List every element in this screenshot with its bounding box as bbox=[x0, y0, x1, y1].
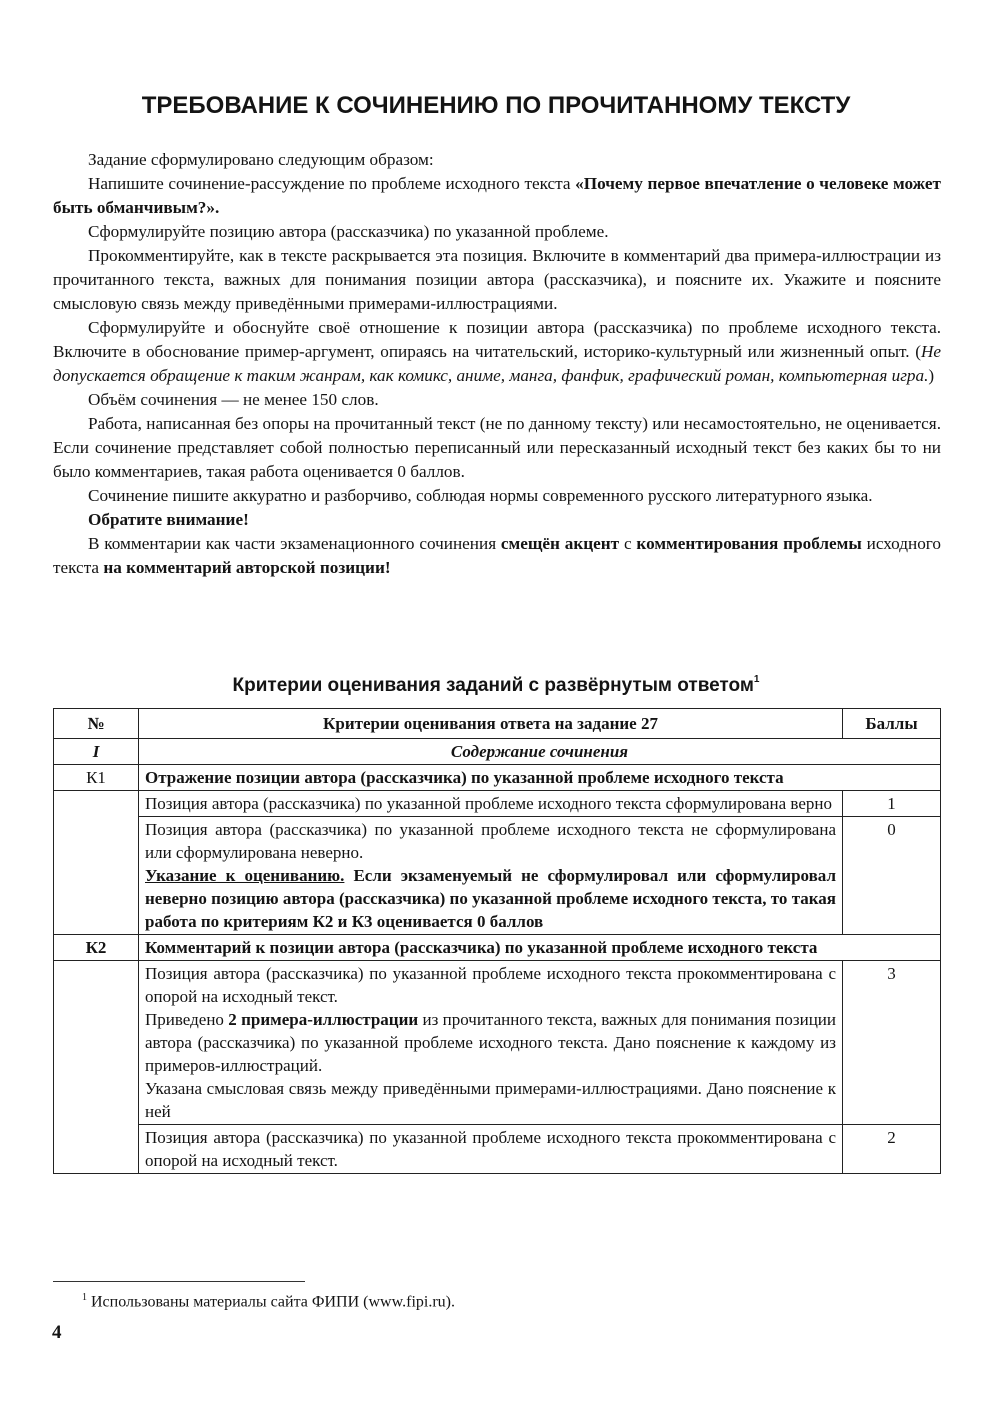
criterion-points: 0 bbox=[843, 817, 941, 935]
emphasis-text: 2 примера-иллюстрации bbox=[228, 1010, 419, 1029]
intro-text: В комментарии как части экзаменационного сочинения bbox=[88, 534, 501, 553]
footnote-reference: 1 bbox=[753, 673, 760, 685]
intro-paragraph bbox=[53, 532, 941, 580]
intro-text: с bbox=[619, 534, 637, 553]
evaluation-note-text: Если экзаменуемый не сформулировал или сформулировал неверно позицию автора (рассказчика) по указанной проблеме исходного текста, то такая работа по критериям К2 и К3 оценивается 0 баллов bbox=[145, 866, 836, 931]
criterion-description bbox=[139, 961, 843, 1125]
table-row bbox=[54, 791, 941, 817]
intro-text: Напишите сочинение-рассуждение по проблеме исходного текста bbox=[88, 174, 576, 193]
footnote-text: Использованы материалы сайта ФИПИ (www.fipi.ru). bbox=[87, 1293, 455, 1311]
criterion-text: Указана смысловая связь между приведёнными примерами-иллюстрациями. Дано пояснение к ней bbox=[145, 1079, 836, 1121]
header-num: № bbox=[54, 709, 139, 739]
essay-problem-question: «Почему первое впечатление о человеке может быть обманчивым?». bbox=[53, 174, 941, 217]
section-num: I bbox=[54, 739, 139, 765]
criteria-table bbox=[53, 708, 941, 1174]
criterion-points: 2 bbox=[843, 1125, 941, 1174]
criterion-code: К1 bbox=[54, 765, 139, 791]
intro-paragraph: Работа, написанная без опоры на прочитанный текст (не по данному тексту) или несамостоятельно, не оценивается. Если сочинение представляет собой полностью переписанный или пересказанный исходный текст без каких бы то ни было комментариев, такая работа оценивается 0 баллов. bbox=[53, 414, 941, 481]
intro-paragraph: Задание сформулировано следующим образом: bbox=[88, 150, 434, 169]
criterion-text: Позиция автора (рассказчика) по указанной проблеме исходного текста не сформулирована или сформулирована неверно. bbox=[145, 820, 836, 862]
emphasis-text: смещён акцент bbox=[500, 534, 620, 553]
criterion-description: Позиция автора (рассказчика) по указанной проблеме исходного текста прокомментирована с опорой на исходный текст. bbox=[139, 1125, 843, 1174]
criterion-title: Комментарий к позиции автора (рассказчика) по указанной проблеме исходного текста bbox=[139, 935, 941, 961]
criterion-k2-row bbox=[54, 935, 941, 961]
criterion-points: 1 bbox=[843, 791, 941, 817]
intro-paragraph: Сочинение пишите аккуратно и разборчиво, соблюдая нормы современного русского литературного языка. bbox=[88, 486, 873, 505]
emphasis-text: на комментарий авторской позиции! bbox=[103, 558, 391, 577]
criterion-description bbox=[139, 817, 843, 935]
intro-text: исходного текста bbox=[53, 534, 942, 577]
genre-restriction-note: Не допускается обращение к таким жанрам, как комикс, аниме, манга, фанфик, графический роман, компьютерная игра. bbox=[53, 342, 941, 385]
attention-heading bbox=[53, 508, 941, 532]
criteria-title-text: Критерии оценивания заданий с развёрнутым ответом bbox=[232, 675, 754, 696]
header-points: Баллы bbox=[843, 709, 941, 739]
page-number: 4 bbox=[52, 1322, 62, 1343]
criteria-title bbox=[52, 675, 940, 697]
intro-paragraph bbox=[53, 172, 941, 220]
criterion-code: К2 bbox=[54, 935, 139, 961]
emphasis-text: комментирования проблемы bbox=[636, 534, 862, 553]
evaluation-note-label: Указание к оцениванию. bbox=[145, 866, 345, 885]
header-criteria: Критерии оценивания ответа на задание 27 bbox=[139, 709, 843, 739]
criterion-text: Позиция автора (рассказчика) по указанной проблеме исходного текста прокомментирована с опорой на исходный текст. bbox=[145, 964, 836, 1006]
table-header-row bbox=[54, 709, 941, 739]
criterion-points: 3 bbox=[843, 961, 941, 1125]
intro-text: ) bbox=[928, 366, 935, 385]
section-row bbox=[54, 739, 941, 765]
intro-paragraph: Объём сочинения — не менее 150 слов. bbox=[88, 390, 379, 409]
footnote-mark: 1 bbox=[82, 1292, 87, 1303]
intro-text: Сформулируйте и обоснуйте своё отношение к позиции автора (рассказчика) по проблеме исходного текста. Включите в обоснование пример-аргумент, опираясь на читательский, историко-культурный или жизненный опыт. ( bbox=[53, 318, 941, 361]
criterion-k1-row bbox=[54, 765, 941, 791]
intro-paragraph bbox=[53, 316, 941, 388]
footnote-divider bbox=[53, 1281, 305, 1282]
empty-cell bbox=[54, 961, 139, 1174]
criterion-title: Отражение позиции автора (рассказчика) по указанной проблеме исходного текста bbox=[139, 765, 941, 791]
footnote bbox=[82, 1292, 455, 1311]
section-label: Содержание сочинения bbox=[139, 739, 941, 765]
task-description bbox=[53, 148, 941, 580]
criterion-text: Приведено bbox=[145, 1010, 229, 1029]
intro-paragraph: Сформулируйте позицию автора (рассказчика) по указанной проблеме. bbox=[88, 222, 609, 241]
table-row bbox=[54, 1125, 941, 1174]
empty-cell bbox=[54, 791, 139, 935]
table-row bbox=[54, 817, 941, 935]
intro-paragraph: Прокомментируйте, как в тексте раскрывается эта позиция. Включите в комментарий два примера-иллюстрации из прочитанного текста, важных для понимания позиции автора (рассказчика), и поясните их. Укажите и поясните смысловую связь между приведёнными примерами-иллюстрациями. bbox=[53, 246, 941, 313]
table-row bbox=[54, 961, 941, 1125]
attention-label: Обратите внимание! bbox=[88, 510, 249, 529]
page-title: ТРЕБОВАНИЕ К СОЧИНЕНИЮ ПО ПРОЧИТАННОМУ ТЕКСТУ bbox=[141, 92, 851, 119]
criterion-text: из прочитанного текста, важных для понимания позиции автора (рассказчика) по указанной проблеме исходного текста. Дано пояснение к каждому из примеров-иллюстраций. bbox=[145, 1010, 837, 1075]
criterion-description: Позиция автора (рассказчика) по указанной проблеме исходного текста сформулирована верно bbox=[139, 791, 843, 817]
